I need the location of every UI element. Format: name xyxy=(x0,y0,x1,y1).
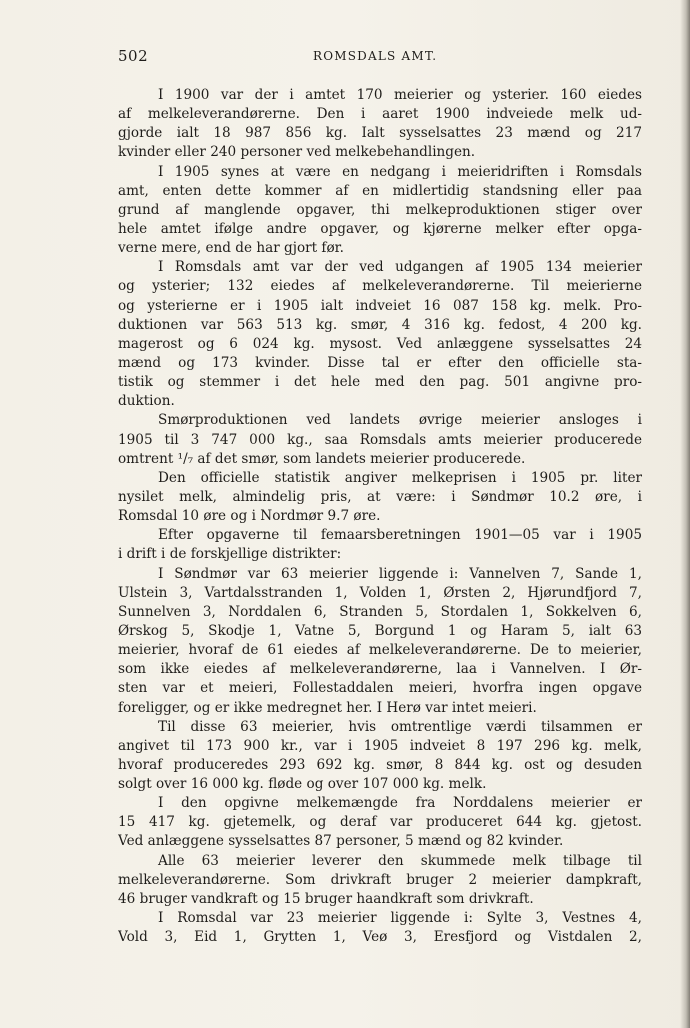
text-line: Smørproduktionen ved landets øvrige meierier ansloges i xyxy=(158,412,642,429)
text-line: angivet til 173 900 kr., var i 1905 indveiet 8 197 296 kg. melk, xyxy=(118,737,642,754)
text-line: solgt over 16 000 kg. fløde og over 107 000 kg. melk. xyxy=(118,776,487,793)
text-line: I Søndmør var 63 meierier liggende i: Vannelven 7, Sande 1, xyxy=(158,565,642,582)
text-line: nysilet melk, almindelig pris, at være: i Søndmør 10.2 øre, i xyxy=(118,488,642,505)
text-line: hvoraf produceredes 293 692 kg. smør, 8 844 kg. ost og desuden xyxy=(118,756,642,773)
text-line: Vold 3, Eid 1, Grytten 1, Veø 3, Eresfjord og Vistdalen 2, xyxy=(118,929,642,946)
text-line: sten var et meieri, Follestaddalen meieri, hvorfra ingen opgave xyxy=(118,680,642,697)
text-line: I den opgivne melkemængde fra Norddalens meierier er xyxy=(158,795,642,812)
text-line: I Romsdal var 23 meierier liggende i: Sylte 3, Vestnes 4, xyxy=(158,910,642,927)
text-line: Efter opgaverne til femaarsberetningen 1901—05 var i 1905 xyxy=(158,527,642,544)
text-line: Den officielle statistik angiver melkeprisen i 1905 pr. liter xyxy=(158,469,642,486)
page-header xyxy=(118,43,642,69)
text-line: magerost og 6 024 kg. mysost. Ved anlæggene sysselsattes 24 xyxy=(118,335,642,352)
text-line: hele amtet ifølge andre opgaver, og kjørerne melker efter opga- xyxy=(118,220,642,237)
text-line: Romsdal 10 øre og i Nordmør 9.7 øre. xyxy=(118,508,381,525)
text-line: af melkeleverandørerne. Den i aaret 1900 indveiede melk ud- xyxy=(118,106,642,123)
text-line: som ikke eiedes af melkeleverandørerne, laa i Vannelven. I Ør- xyxy=(118,661,642,678)
text-line: tistik og stemmer i det hele med den pag. 501 angivne pro- xyxy=(118,374,642,391)
text-line: duktion. xyxy=(118,393,175,410)
text-line: I 1900 var der i amtet 170 meierier og ysterier. 160 eiedes xyxy=(158,87,642,103)
text-line: Ved anlæggene sysselsattes 87 personer, 5 mænd og 82 kvinder. xyxy=(118,833,564,850)
text-line: I 1905 synes at være en nedgang i meieridriften i Romsdals xyxy=(158,163,642,180)
text-line: Ørskog 5, Skodje 1, Vatne 5, Borgund 1 og Haram 5, ialt 63 xyxy=(118,622,642,639)
text-line: foreligger, og er ikke medregnet her. I Herø var intet meieri. xyxy=(118,699,537,716)
body-text xyxy=(118,86,642,947)
text-line: 15 417 kg. gjetemelk, og deraf var produceret 644 kg. gjetost. xyxy=(118,814,642,831)
text-line: I Romsdals amt var der ved udgangen af 1905 134 meierier xyxy=(158,259,642,276)
text-line: Ulstein 3, Vartdalsstranden 1, Volden 1, Ørsten 2, Hjørundfjord 7, xyxy=(118,584,642,601)
text-line: Sunnelven 3, Norddalen 6, Stranden 5, Stordalen 1, Sokkelven 6, xyxy=(118,603,642,620)
text-line: duktionen var 563 513 kg. smør, 4 316 kg. fedost, 4 200 kg. xyxy=(118,316,642,333)
text-line: gjorde ialt 18 987 856 kg. Ialt sysselsattes 23 mænd og 217 xyxy=(118,125,642,142)
running-title: ROMSDALS AMT. xyxy=(313,49,438,63)
page-edge-shadow xyxy=(680,0,690,1028)
text-line: 1905 til 3 747 000 kg., saa Romsdals amts meierier producerede xyxy=(118,431,642,448)
page-number: 502 xyxy=(118,47,149,65)
text-line: meierier, hvoraf de 61 eiedes af melkeleverandørerne. De to meierier, xyxy=(118,642,642,659)
text-line: amt, enten dette kommer af en midlertidig standsning eller paa xyxy=(118,182,642,199)
text-line: 46 bruger vandkraft og 15 bruger haandkraft som drivkraft. xyxy=(118,890,534,907)
text-line: grund af manglende opgaver, thi melkeproduktionen stiger over xyxy=(118,201,642,218)
text-line: verne mere, end de har gjort før. xyxy=(118,240,344,257)
text-line: og ysterier; 132 eiedes af melkeleverandørerne. Til meierierne xyxy=(118,278,642,295)
text-line: kvinder eller 240 personer ved melkebehandlingen. xyxy=(118,144,476,161)
text-line: omtrent ¹/₇ af det smør, som landets meierier producerede. xyxy=(118,450,526,467)
text-line: mænd og 173 kvinder. Disse tal er efter den officielle sta- xyxy=(118,354,642,371)
text-line: Alle 63 meierier leverer den skummede melk tilbage til xyxy=(158,852,642,869)
text-line: og ysterierne er i 1905 ialt indveiet 16 087 158 kg. melk. Pro- xyxy=(118,297,642,314)
text-line: Til disse 63 meierier, hvis omtrentlige værdi tilsammen er xyxy=(158,718,642,735)
text-line: i drift i de forskjellige distrikter: xyxy=(118,546,342,563)
text-line: melkeleverandørerne. Som drivkraft bruger 2 meierier dampkraft, xyxy=(118,871,642,888)
